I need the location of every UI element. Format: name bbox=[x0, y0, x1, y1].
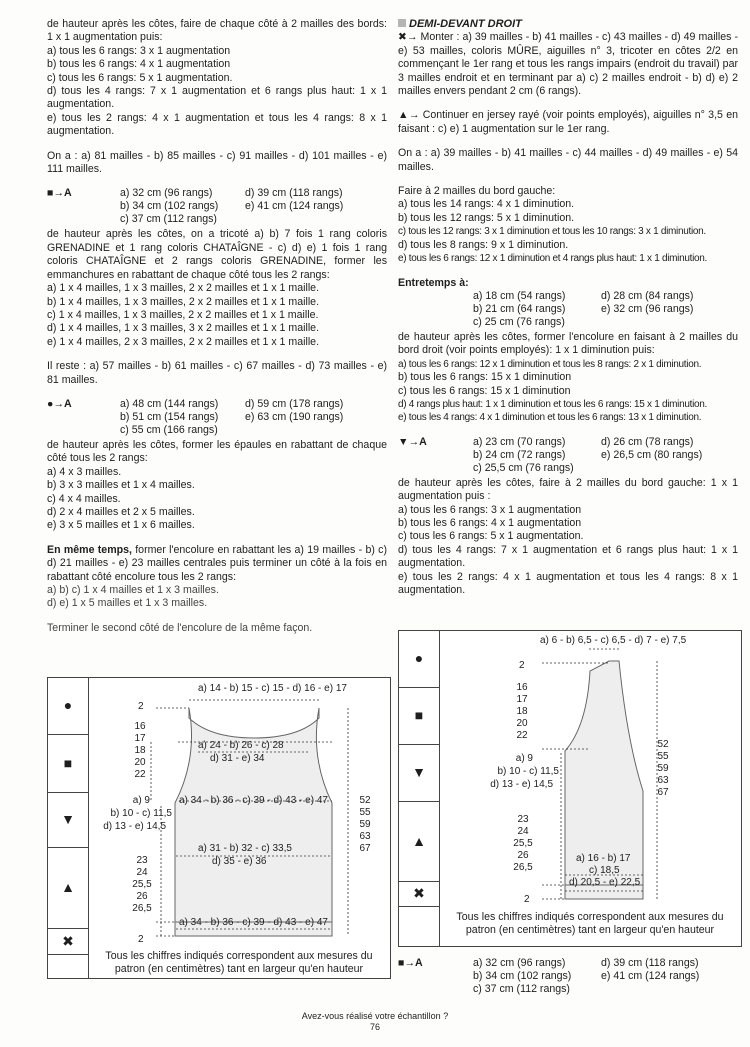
list-item: d) tous les 4 rangs: 7 x 1 augmentation et 6 rangs plus haut: 1 x 1 augmentation. bbox=[398, 543, 738, 570]
list-item: d) 2 x 4 mailles et 2 x 5 mailles. bbox=[47, 505, 195, 518]
measure-b: b) 21 cm (64 rangs) bbox=[473, 302, 566, 315]
armhole-label: d) 13 - e) 14,5 bbox=[490, 779, 553, 790]
list-item: c) tous les 6 rangs: 15 x 1 diminution bbox=[398, 384, 571, 397]
list-item: a) tous les 6 rangs: 3 x 1 augmentation bbox=[47, 44, 231, 57]
list-item: e) 1 x 4 mailles, 2 x 3 mailles, 2 x 2 mailles et 1 x 1 maille. bbox=[47, 335, 320, 348]
measure-b: b) 51 cm (154 rangs) bbox=[120, 410, 219, 423]
measure-a: a) 48 cm (144 rangs) bbox=[120, 397, 219, 410]
section-heading bbox=[398, 18, 738, 31]
lower-value: 24 bbox=[136, 867, 148, 878]
neck-value: 18 bbox=[516, 706, 528, 717]
list-item: e) 3 x 5 mailles et 1 x 6 mailles. bbox=[47, 519, 195, 532]
meme-temps-text bbox=[47, 544, 387, 584]
lower-values bbox=[128, 855, 156, 915]
lower-value: 25,5 bbox=[513, 838, 533, 849]
circle-icon: ● bbox=[399, 631, 439, 688]
meme-temps-lead: En même temps, bbox=[47, 543, 132, 556]
list-item: d) 4 rangs plus haut: 1 x 1 diminution et tous les 6 rangs: 15 x 1 diminution. bbox=[398, 398, 708, 410]
measurement-block bbox=[398, 290, 738, 331]
page-number: 76 bbox=[369, 1022, 380, 1032]
continuer-text: ▲→ Continuer en jersey rayé (voir points employés), aiguilles n° 3,5 en faisant : c) e) 1 augmentation sur le 1er rang. bbox=[398, 109, 738, 135]
list-item: e) tous les 6 rangs: 12 x 1 diminution et 4 rangs plus haut: 1 x 1 diminution. bbox=[398, 253, 708, 265]
waist-width-label: d) 35 - e) 36 bbox=[212, 856, 267, 867]
lower-value: 26 bbox=[136, 891, 148, 902]
triangle-down-icon: ▼ bbox=[48, 793, 88, 848]
height-value: 52 bbox=[657, 739, 669, 750]
list-item: c) tous les 6 rangs: 5 x 1 augmentation. bbox=[47, 71, 233, 84]
lower-value: 26,5 bbox=[132, 903, 152, 914]
measurement-block bbox=[47, 187, 387, 228]
square-icon: ■ bbox=[399, 688, 439, 745]
height-value: 67 bbox=[657, 787, 669, 798]
armhole-label: a) 9 bbox=[132, 795, 150, 806]
list-item: a) b) c) 1 x 4 mailles et 1 x 3 mailles. bbox=[47, 584, 219, 596]
measure-c: c) 25 cm (76 rangs) bbox=[473, 315, 565, 328]
neck-value: 18 bbox=[134, 745, 146, 756]
circle-arrow-icon: ●→A bbox=[47, 397, 72, 410]
list-item: b) tous les 6 rangs: 15 x 1 diminution bbox=[398, 371, 572, 384]
height-value: 55 bbox=[359, 807, 371, 818]
triangle-up-icon: ▲ bbox=[48, 848, 88, 929]
two-label: 2 bbox=[138, 934, 144, 945]
top-width-label: a) 6 - b) 6,5 - c) 6,5 - d) 7 - e) 7,5 bbox=[540, 635, 687, 646]
bottom-width-label: a) 16 - b) 17 bbox=[576, 853, 631, 864]
measure-b: b) 34 cm (102 rangs) bbox=[473, 970, 572, 982]
list-item: e) tous les 4 rangs: 4 x 1 diminution et tous les 6 rangs: 13 x 1 diminution. bbox=[398, 412, 702, 424]
neck-value: 20 bbox=[134, 757, 146, 768]
measure-c: c) 55 cm (166 rangs) bbox=[120, 423, 218, 436]
height-values bbox=[353, 795, 377, 855]
measure-d: d) 26 cm (78 rangs) bbox=[601, 435, 694, 448]
measurement-block bbox=[398, 436, 738, 477]
lower-value: 23 bbox=[517, 814, 529, 825]
footer-question: Avez-vous réalisé votre échantillon ? bbox=[301, 1011, 449, 1021]
neck-value: 20 bbox=[516, 718, 528, 729]
top-width-label: a) 14 - b) 15 - c) 15 - d) 16 - e) 17 bbox=[198, 683, 347, 694]
neck-value: 22 bbox=[516, 730, 528, 741]
square-icon: ■ bbox=[48, 735, 88, 793]
measure-e: e) 63 cm (190 rangs) bbox=[245, 410, 344, 423]
height-value: 59 bbox=[359, 819, 371, 830]
monter-text: ✖→ Monter : a) 39 mailles - b) 41 mailles - c) 43 mailles - d) 49 mailles - e) 53 mailles, coloris MÛRE, aiguilles n° 3, tricoter en côtes 2/2 en commençant le 1er rang et tous les rangs impairs (endroit du travail) par 3 mailles endroit et en terminant par a) c) 2 mailles endroit - b) d) e) 2 mailles envers pendant 2 cm (6 rangs). bbox=[398, 31, 738, 98]
height-values bbox=[651, 739, 675, 799]
terminer-line: Terminer le second côté de l'encolure de la même façon. bbox=[47, 621, 313, 634]
faire-intro: Faire à 2 mailles du bord gauche: bbox=[398, 185, 556, 198]
measure-a: a) 18 cm (54 rangs) bbox=[473, 289, 566, 302]
reste-line: Il reste : a) 57 mailles - b) 61 mailles - c) 67 mailles - d) 73 mailles - e) 81 mailles. bbox=[47, 360, 387, 386]
list-item: c) tous les 12 rangs: 3 x 1 diminution et tous les 10 rangs: 3 x 1 diminution. bbox=[398, 226, 706, 238]
right-column bbox=[398, 18, 738, 597]
measure-a: a) 32 cm (96 rangs) bbox=[473, 957, 566, 969]
list-item: b) tous les 12 rangs: 5 x 1 diminution. bbox=[398, 211, 575, 224]
lower-value: 24 bbox=[517, 826, 529, 837]
measure-e: e) 41 cm (124 rangs) bbox=[601, 970, 700, 982]
list-item: c) 1 x 4 mailles, 1 x 3 mailles, 2 x 2 mailles et 1 x 1 maille. bbox=[47, 308, 319, 321]
measure-e: e) 41 cm (124 rangs) bbox=[245, 200, 344, 213]
armhole-label: d) 13 - e) 14,5 bbox=[103, 821, 166, 832]
armhole-label: b) 10 - c) 11,5 bbox=[497, 766, 559, 777]
measure-b: b) 24 cm (72 rangs) bbox=[473, 448, 566, 461]
shoulder-width-label: a) 24 - b) 26 - c) 28 bbox=[198, 740, 284, 751]
measure-d: d) 39 cm (118 rangs) bbox=[245, 187, 343, 200]
measure-d: d) 39 cm (118 rangs) bbox=[601, 957, 699, 969]
measure-e: e) 26,5 cm (80 rangs) bbox=[601, 448, 703, 461]
height-value: 63 bbox=[657, 775, 669, 786]
neck-value: 16 bbox=[134, 721, 146, 732]
list-item: c) tous les 6 rangs: 5 x 1 augmentation. bbox=[398, 530, 584, 543]
ona-line: On a : a) 39 mailles - b) 41 mailles - c) 44 mailles - d) 49 mailles - e) 54 mailles. bbox=[398, 147, 738, 173]
list-item: d) e) 1 x 5 mailles et 1 x 3 mailles. bbox=[47, 597, 208, 610]
list-item: a) 4 x 3 mailles. bbox=[47, 465, 122, 478]
back-schematic bbox=[47, 677, 391, 979]
measure-d: d) 59 cm (178 rangs) bbox=[245, 397, 344, 410]
measurement-block bbox=[47, 398, 387, 439]
shoulder-width-label: d) 31 - e) 34 bbox=[210, 753, 265, 764]
lower-value: 25,5 bbox=[132, 879, 152, 890]
two-label: 2 bbox=[519, 660, 525, 671]
front-drawing bbox=[399, 631, 741, 946]
shoulder-text: de hauteur après les côtes, former les épaules en rabattant de chaque côté tous les 2 rangs: bbox=[47, 438, 387, 465]
front-schematic bbox=[398, 630, 742, 947]
measure-c: c) 37 cm (112 rangs) bbox=[120, 213, 217, 226]
two-label: 2 bbox=[138, 701, 144, 712]
height-value: 63 bbox=[359, 831, 371, 842]
two-label: 2 bbox=[524, 894, 530, 905]
measure-a: a) 32 cm (96 rangs) bbox=[120, 187, 213, 200]
bottom-width-label: c) 18,5 bbox=[589, 865, 620, 876]
circle-icon: ● bbox=[48, 678, 88, 735]
measure-b: b) 34 cm (102 rangs) bbox=[120, 200, 219, 213]
cross-icon: ✖ bbox=[399, 882, 439, 907]
list-item: d) tous les 4 rangs: 7 x 1 augmentation et 6 rangs plus haut: 1 x 1 augmentation. bbox=[47, 85, 387, 111]
list-item: b) 3 x 3 mailles et 1 x 4 mailles. bbox=[47, 479, 195, 492]
list-item: d) tous les 8 rangs: 9 x 1 diminution. bbox=[398, 238, 569, 251]
measure-c: c) 25,5 cm (76 rangs) bbox=[473, 461, 574, 474]
chest-width-label: a) 34 - b) 36 - c) 39 - d) 43 - e) 47 bbox=[179, 795, 328, 806]
left-column bbox=[47, 18, 387, 635]
square-arrow-icon: ■→A bbox=[47, 187, 72, 200]
armhole-label: b) 10 - c) 11,5 bbox=[110, 808, 172, 819]
measure-d: d) 28 cm (84 rangs) bbox=[601, 289, 694, 302]
lower-value: 26 bbox=[517, 850, 529, 861]
entretemps-heading: Entretemps à: bbox=[398, 276, 469, 289]
hem-width-label: a) 34 - b) 36 - c) 39 - d) 43 - e) 47 bbox=[179, 917, 328, 928]
bottom-width-label: d) 20,5 - e) 22,5 bbox=[569, 877, 641, 888]
height-value: 55 bbox=[657, 751, 669, 762]
neck-value: 16 bbox=[516, 682, 528, 693]
list-item: a) 1 x 4 mailles, 1 x 3 mailles, 2 x 2 mailles et 1 x 1 maille. bbox=[47, 282, 320, 295]
list-item: b) tous les 6 rangs: 4 x 1 augmentation bbox=[398, 516, 582, 529]
gray-square-icon bbox=[398, 19, 406, 27]
neck-value: 22 bbox=[134, 769, 146, 780]
lower-value: 23 bbox=[136, 855, 148, 866]
triangle-down-icon: ▼ bbox=[399, 745, 439, 802]
lower-value: 26,5 bbox=[513, 862, 533, 873]
armhole-text: de hauteur après les côtes, on a tricoté a) b) 7 fois 1 rang coloris GRENADINE et 1 rang coloris CHATAÎGNE - c) d) e) 1 fois 1 rang coloris CHATAÎGNE et 2 rangs coloris GRENADINE, former les emmanchures en rabattant de chaque côté tous les 2 rangs: bbox=[47, 228, 387, 281]
triangle-up-icon: ▲ bbox=[399, 802, 439, 882]
list-item: c) 4 x 4 mailles. bbox=[47, 492, 121, 505]
height-value: 59 bbox=[657, 763, 669, 774]
neck-value: 17 bbox=[134, 733, 146, 744]
list-item: e) tous les 2 rangs: 4 x 1 augmentation et tous les 4 rangs: 8 x 1 augmentation. bbox=[398, 570, 738, 596]
encolure-text: de hauteur après les côtes, former l'encolure en faisant à 2 mailles du bord droit (voir points employés): 1 x 1 diminution puis: bbox=[398, 330, 738, 357]
measurement-block bbox=[398, 957, 738, 998]
neck-values bbox=[130, 721, 150, 781]
lower-values bbox=[509, 814, 537, 874]
neck-value: 17 bbox=[516, 694, 528, 705]
measure-a: a) 23 cm (70 rangs) bbox=[473, 435, 566, 448]
square-arrow-icon: ■→A bbox=[398, 957, 423, 969]
page-footer bbox=[0, 1011, 750, 1033]
measure-c: c) 37 cm (112 rangs) bbox=[473, 983, 570, 995]
meme-temps-body: former l'encolure en rabattant les a) 19 mailles - b) c) d) 21 mailles - e) 23 mailles centrales puis terminer un côté à la fois en rabattant côté encolure tous les 2 rangs: bbox=[47, 543, 387, 583]
diagram-caption: Tous les chiffres indiqués correspondent aux mesures du patron (en centimètres) tant en largeur qu'en hauteur bbox=[105, 950, 373, 975]
list-item: d) 1 x 4 mailles, 1 x 3 mailles, 3 x 2 mailles et 1 x 1 maille. bbox=[47, 322, 320, 335]
height-value: 67 bbox=[359, 843, 371, 854]
cross-icon: ✖ bbox=[48, 929, 88, 955]
list-item: b) 1 x 4 mailles, 1 x 3 mailles, 2 x 2 mailles et 1 x 1 maille. bbox=[47, 295, 320, 308]
list-item: a) tous les 6 rangs: 3 x 1 augmentation bbox=[398, 503, 582, 516]
list-item: b) tous les 6 rangs: 4 x 1 augmentation bbox=[47, 58, 231, 71]
aug-text: de hauteur après les côtes, faire à 2 mailles du bord gauche: 1 x 1 augmentation puis : bbox=[398, 476, 738, 503]
list-item: e) tous les 2 rangs: 4 x 1 augmentation et tous les 4 rangs: 8 x 1 augmentation. bbox=[47, 111, 387, 138]
diagram-caption: Tous les chiffres indiqués correspondent aux mesures du patron (en centimètres) tant en largeur qu'en hauteur bbox=[456, 911, 724, 936]
ona-line: On a : a) 81 mailles - b) 85 mailles - c) 91 mailles - d) 101 mailles - e) 111 mailles. bbox=[47, 149, 387, 176]
intro-line: de hauteur après les côtes, faire de chaque côté à 2 mailles des bords: 1 x 1 augmentation puis: bbox=[47, 18, 387, 44]
triangle-down-arrow-icon: ▼→A bbox=[398, 435, 427, 448]
list-item: a) tous les 14 rangs: 4 x 1 diminution. bbox=[398, 198, 575, 211]
list-item: a) tous les 6 rangs: 12 x 1 diminution et tous les 8 rangs: 2 x 1 diminution. bbox=[398, 358, 702, 370]
armhole-label: a) 9 bbox=[515, 753, 533, 764]
neck-values bbox=[512, 682, 532, 742]
heading-text: DEMI-DEVANT DROIT bbox=[409, 18, 522, 30]
waist-width-label: a) 31 - b) 32 - c) 33,5 bbox=[198, 843, 292, 854]
measure-e: e) 32 cm (96 rangs) bbox=[601, 302, 694, 315]
height-value: 52 bbox=[359, 795, 371, 806]
